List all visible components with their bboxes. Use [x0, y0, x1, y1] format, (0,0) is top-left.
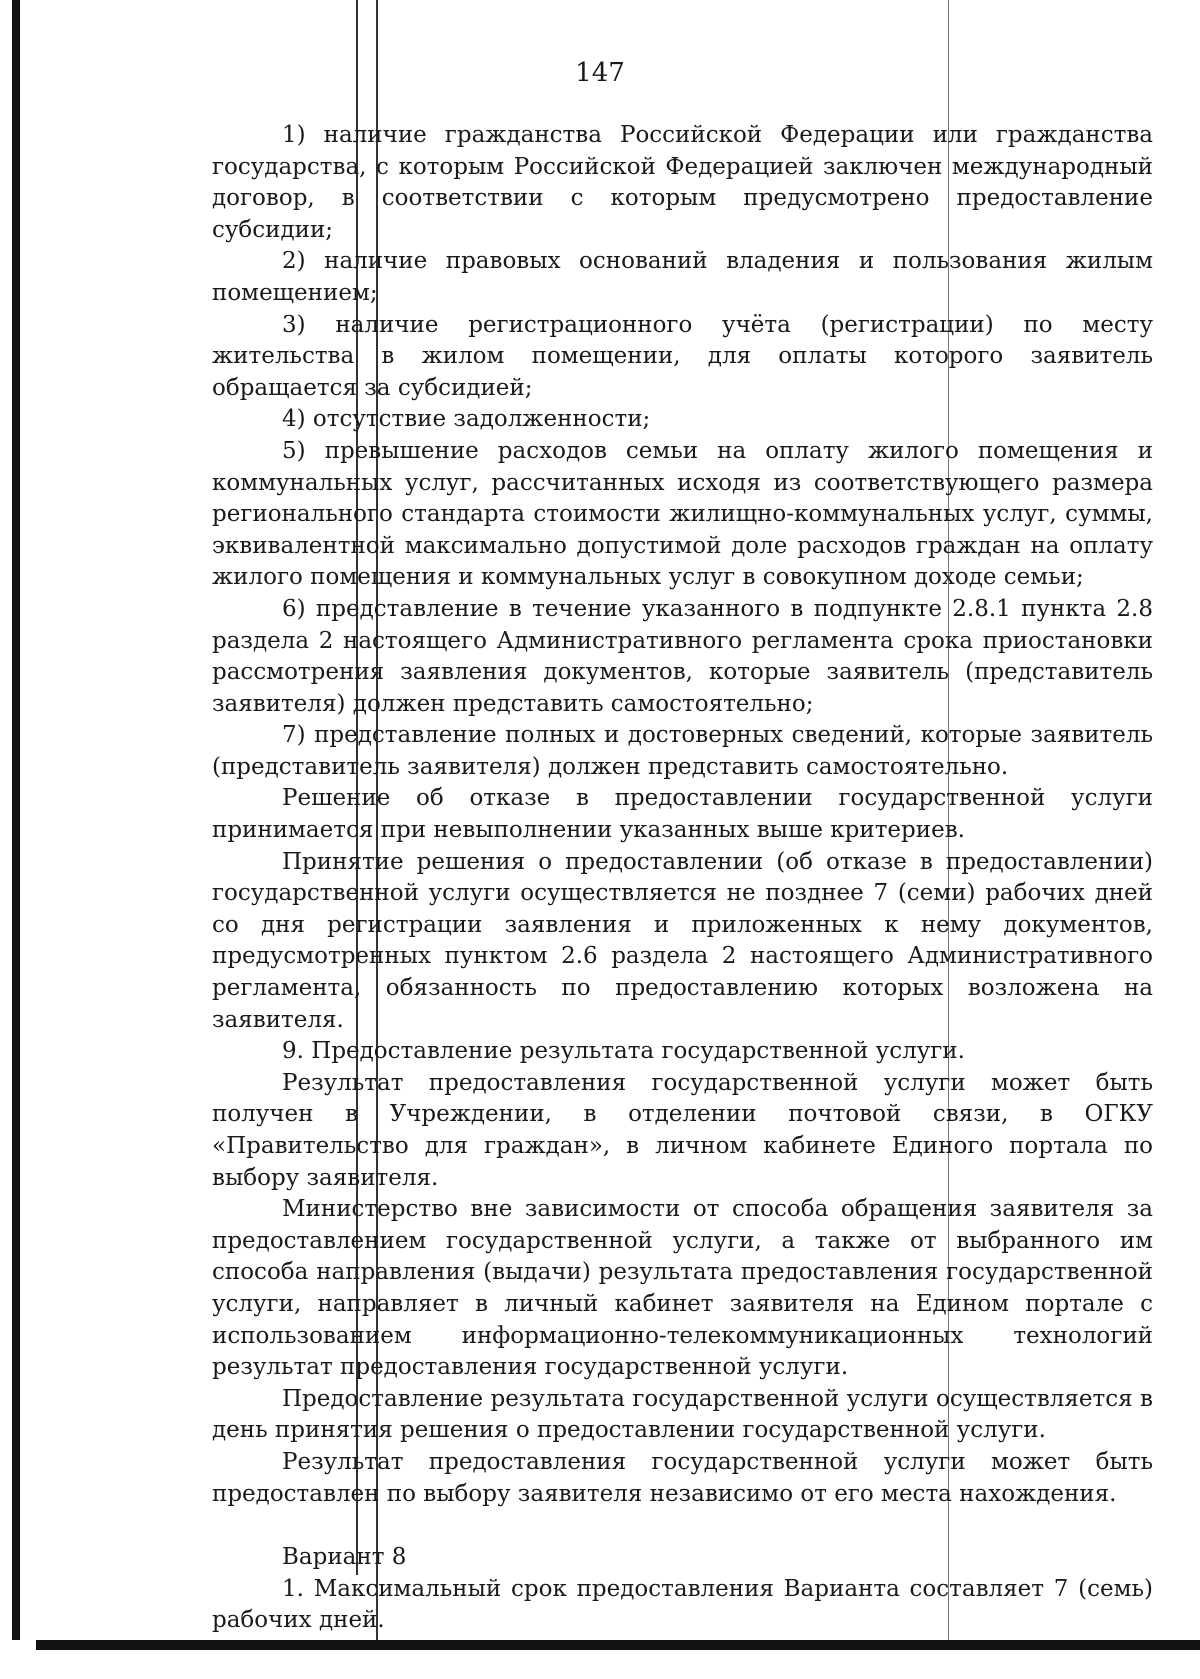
- paragraph: Решение об отказе в предоставлении государственной услуги принимается при невыполнении указанных выше критериев.: [212, 785, 1153, 844]
- paragraph: 1) наличие гражданства Российской Федерации или гражданства государства, с которым Российской Федерацией заключен международный договор, в соответствии с которым предусмотрено предоставление субсидии;: [212, 122, 1153, 243]
- paragraph: 9. Предоставление результата государственной услуги.: [282, 1038, 965, 1065]
- section-heading: Вариант 8: [282, 1544, 407, 1571]
- paragraph: Министерство вне зависимости от способа обращения заявителя за предоставлением государственной услуги, а также от выбранного им способа направления (выдачи) результата предоставления государственной услуги, направляет в личный кабинет заявителя на Едином портале с использованием информационно-телекоммуникационных технологий результат предоставления государственной услуги.: [212, 1196, 1153, 1381]
- paragraph: 1. Максимальный срок предоставления Варианта составляет 7 (семь) рабочих дней.: [212, 1575, 1153, 1634]
- paragraph: 3) наличие регистрационного учёта (регистрации) по месту жительства в жилом помещении, для оплаты которого заявитель обращается за субсидией;: [212, 311, 1153, 401]
- paragraph: Результат предоставления государственной услуги может быть получен в Учреждении, в отделении почтовой связи, в ОГКУ «Правительство для граждан», в личном кабинете Единого портала по выбору заявителя.: [212, 1069, 1153, 1191]
- paragraph: 5) превышение расходов семьи на оплату жилого помещения и коммунальных услуг, рассчитанных исходя из соответствующего размера регионального стандарта стоимости жилищно-коммунальных услуг, суммы, эквивалентной максимально допустимой доле расходов граждан на оплату жилого помещения и коммунальных услуг в совокупном доходе семьи;: [212, 437, 1153, 591]
- paragraph: 7) представление полных и достоверных сведений, которые заявитель (представитель заявителя) должен представить самостоятельно.: [212, 722, 1153, 780]
- paragraph: Предоставление результата государственной услуги осуществляется в день принятия решения о предоставлении государственной услуги.: [212, 1385, 1153, 1444]
- paragraph: Результат предоставления государственной услуги может быть предоставлен по выбору заявителя независимо от его места нахождения.: [212, 1448, 1153, 1507]
- document-body: [212, 120, 1153, 1637]
- scan-border-left: [12, 0, 20, 1640]
- page-number: 147: [575, 58, 625, 88]
- paragraph: 6) представление в течение указанного в подпункте 2.8.1 пункта 2.8 раздела 2 настоящего Административного регламента срока приостановки рассмотрения заявления документов, которые заявитель (представитель заявителя) должен представить самостоятельно;: [212, 595, 1153, 717]
- paragraph: 4) отсутствие задолженности;: [282, 406, 651, 433]
- scan-border-bottom: [36, 1640, 1200, 1650]
- paragraph: Принятие решения о предоставлении (об отказе в предоставлении) государственной услуги осуществляется не позднее 7 (семи) рабочих дней со дня регистрации заявления и приложенных к нему документов, предусмотренных пунктом 2.6 раздела 2 настоящего Административного регламента, обязанность по предоставлению которых возложена на заявителя.: [212, 848, 1153, 1033]
- paragraph: 2) наличие правовых оснований владения и пользования жилым помещением;: [212, 248, 1153, 306]
